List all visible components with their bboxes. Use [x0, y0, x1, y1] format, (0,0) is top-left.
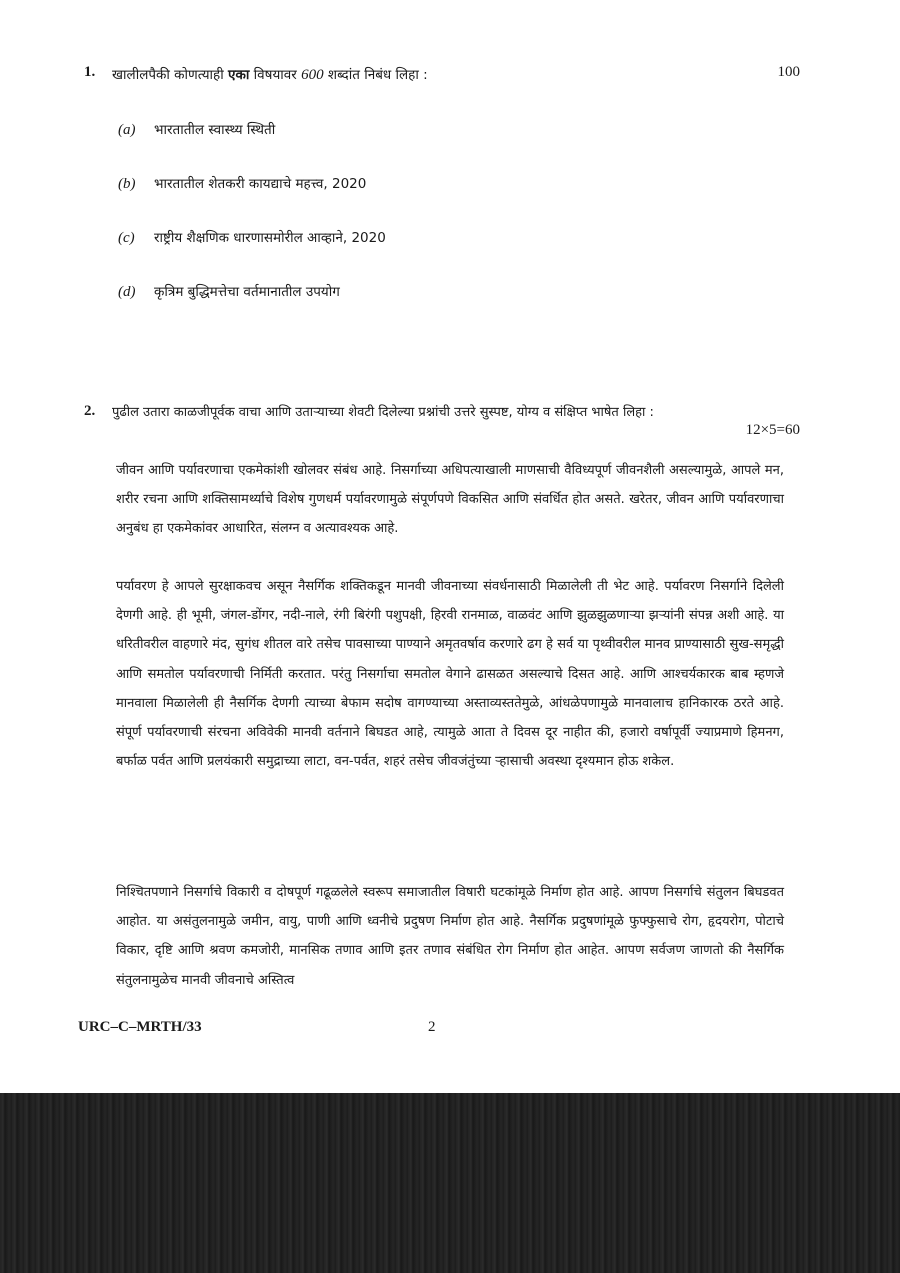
- passage-paragraph: पर्यावरण हे आपले सुरक्षाकवच असून नैसर्गिक शक्तिकडून मानवी जीवनाच्या संवर्धनासाठी मिळालेली ती भेट आहे. पर्यावरण निसर्गाने दिलेली देणगी आहे. ही भूमी, जंगल-डोंगर, नदी-नाले, रंगी बिरंगी पशुपक्षी, हिरवी रानमाळ, वाळवंट आणि झुळझुळणाऱ्या झऱ्यांनी संपन्न अशी आहे. या धरितीवरील वाहणारे मंद, सुगंध शीतल वारे तसेच पावसाच्या पाण्याने अमृतवर्षाव करणारे ढग हे सर्व या पृथ्वीवरील मानव प्राण्यासाठी सुख-समृद्धी आणि समतोल पर्यावरणाची निर्मिती करतात. परंतु निसर्गाचा समतोल वेगाने ढासळत असल्याचे दिसत आहे. आणि आश्चर्यकारक बाब म्हणजे मानवाला मिळालेली ही नैसर्गिक देणगी त्याच्या बेफाम सदोष वागण्याच्या अस्ताव्यस्ततेमुळे, आंधळेपणामुळे मानवालाच हानिकारक ठरते आहे. संपूर्ण पर्यावरणाची संरचना अविवेकी मानवी वर्तनाने बिघडत आहे, त्यामुळे आता ते दिवस दूर नाहीत की, हजारो वर्षापूर्वी ज्याप्रमाणे हिमनग, बर्फाळ पर्वत आणि प्रलयंकारी समुद्राच्या लाटा, वन-पर्वत, शहरं तसेच जीवजंतुंच्या ऱ्हासाची अवस्था दृश्यमान होऊ शकेल.: [116, 579, 784, 770]
- question-prompt: पुढील उतारा काळजीपूर्वक वाचा आणि उताऱ्याच्या शेवटी दिलेल्या प्रश्नांची उत्तरे सुस्पष्ट, योग्य व संक्षिप्त भाषेत लिहा :: [112, 405, 654, 420]
- passage-paragraph: जीवन आणि पर्यावरणाचा एकमेकांशी खोलवर संबंध आहे. निसर्गाच्या अधिपत्याखाली माणसाची वैविध्यपूर्ण जीवनशैली असल्यामुळे, आपले मन, शरीर रचना आणि शक्तिसामर्थ्याचे विशेष गुणधर्म पर्यावरणामुळे संपूर्णपणे विकसित आणि संवर्धित होत असते. खरेतर, जीवन आणि पर्यावरणाचा अनुबंध हा एकमेकांवर आधारित, संलग्न व अत्यावश्यक आहे.: [116, 463, 784, 537]
- option-text: भारतातील शेतकरी कायद्याचे महत्त्व, 2020: [154, 176, 367, 192]
- option-a: [118, 120, 275, 139]
- option-text: राष्ट्रीय शैक्षणिक धारणासमोरील आव्हाने, 2020: [154, 230, 386, 246]
- question-number: 1.: [84, 64, 96, 80]
- option-label: (b): [118, 176, 136, 192]
- option-b: [118, 174, 366, 193]
- marks: 12×5=60: [745, 422, 800, 438]
- question-2: [84, 402, 804, 448]
- passage-paragraph: निश्चितपणाने निसर्गाचे विकारी व दोषपूर्ण गढूळलेले स्वरूप समाजातील विषारी घटकांमूळे निर्माण होत आहे. आपण निसर्गाचे संतुलन बिघडवत आहोत. या असंतुलनामुळे जमीन, वायु, पाणी आणि ध्वनीचे प्रदुषण निर्माण होत आहे. नैसर्गिक प्रदुषणांमूळे फुफ्फुसाचे रोग, हृदयरोग, पोटाचे विकार, दृष्टि आणि श्रवण कमजोरी, मानसिक तणाव आणि इतर तणाव संबंधित रोग निर्माण होत आहेत. आपण सर्वजण जाणतो की नैसर्गिक संतुलनामुळेच मानवी जीवनाचे अस्तित्व: [116, 885, 784, 988]
- question-number: 2.: [84, 403, 96, 419]
- page-number: 2: [428, 1019, 436, 1035]
- question-1: [84, 64, 804, 90]
- marks: 100: [777, 64, 800, 80]
- scan-edge: [0, 1093, 900, 1273]
- prompt-text: विषयावर: [249, 67, 302, 83]
- option-c: [118, 228, 386, 247]
- paper-code: URC–C–MRTH/33: [78, 1019, 202, 1035]
- word-count: 600: [301, 67, 324, 83]
- option-label: (d): [118, 284, 136, 300]
- prompt-text: शब्दांत निबंध लिहा :: [323, 67, 428, 83]
- prompt-text: खालीलपैकी कोणत्याही: [112, 67, 228, 83]
- question-prompt: [112, 64, 428, 86]
- option-label: (a): [118, 122, 136, 138]
- option-label: (c): [118, 230, 135, 246]
- option-text: कृत्रिम बुद्धिमत्तेचा वर्तमानातील उपयोग: [154, 284, 340, 300]
- option-text: भारतातील स्वास्थ्य स्थिती: [154, 122, 276, 138]
- option-d: [118, 282, 340, 301]
- prompt-emphasis: एका: [228, 67, 250, 83]
